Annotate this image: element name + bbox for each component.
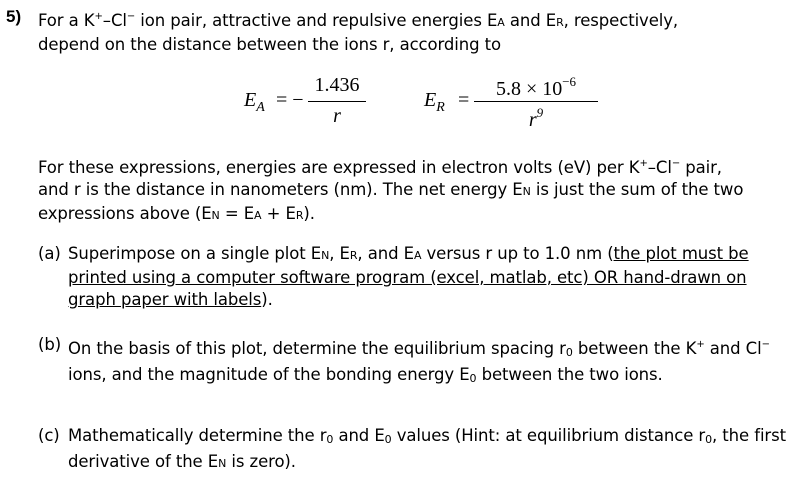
fraction-bar <box>474 101 598 102</box>
intro-text: ion pair, attractive and repulsive energies E <box>135 11 498 30</box>
part-a-label: (a) <box>38 244 61 263</box>
formula-ea-numerator: 1.436 <box>314 74 360 96</box>
formula-er-lhs: $E_R$ <box>424 89 445 115</box>
subscript-a: A <box>497 16 505 29</box>
part-b <box>38 334 790 390</box>
plus-superscript: + <box>94 11 103 22</box>
part-c-text: Mathematically determine the r0 and E0 values (Hint: at equilibrium distance r0, the first derivative of the EN is zero). <box>68 426 786 471</box>
formula-repulsive <box>424 72 594 132</box>
formula-er-equals: = <box>458 89 470 111</box>
underlined-instruction: the plot must be printed using a computer software program (excel, matlab, etc) OR hand-drawn on graph paper with labels <box>68 244 749 309</box>
formula-ea-equals: = − <box>276 89 304 111</box>
formula-er-numerator: $5.8 \times 10^{-6}$ <box>495 74 577 100</box>
intro-line-2: depend on the distance between the ions r, according to <box>38 35 502 54</box>
formula-er-denominator: $r^9$ <box>528 105 544 131</box>
formula-ea-denominator: r <box>333 105 341 127</box>
subscript-r: R <box>556 16 564 29</box>
formula-ea-lhs: $E_A$ <box>244 89 265 115</box>
part-c-label: (c) <box>38 426 60 445</box>
part-a <box>38 243 790 311</box>
question-intro <box>38 6 788 56</box>
fraction-bar <box>308 101 366 102</box>
intro-text: For a K <box>38 11 95 30</box>
part-c <box>38 425 790 475</box>
part-b-label: (b) <box>38 335 62 354</box>
question-number: 5) <box>6 7 22 26</box>
intro-text: , respectively, <box>563 11 679 30</box>
formula-attractive <box>244 72 374 132</box>
part-b-text: On the basis of this plot, determine the equilibrium spacing r0 between the K+ and Cl− ions, and the magnitude of the bonding energy E0 between the two ions. <box>68 339 770 385</box>
minus-superscript: − <box>126 11 136 22</box>
part-a-text: Superimpose on a single plot EN, ER, and EA versus r up to 1.0 nm (the plot must be printed using a computer software program (excel, matlab, etc) OR hand-drawn on graph paper with labels). <box>68 244 749 309</box>
intro-text: and E <box>504 11 557 30</box>
intro-text: –Cl <box>102 11 127 30</box>
explanation-paragraph: For these expressions, energies are expressed in electron volts (eV) per K+–Cl− pair, and r is the distance in nanometers (nm). The net energy EN is just the sum of the two expressions above (EN = EA + ER). <box>38 158 744 223</box>
